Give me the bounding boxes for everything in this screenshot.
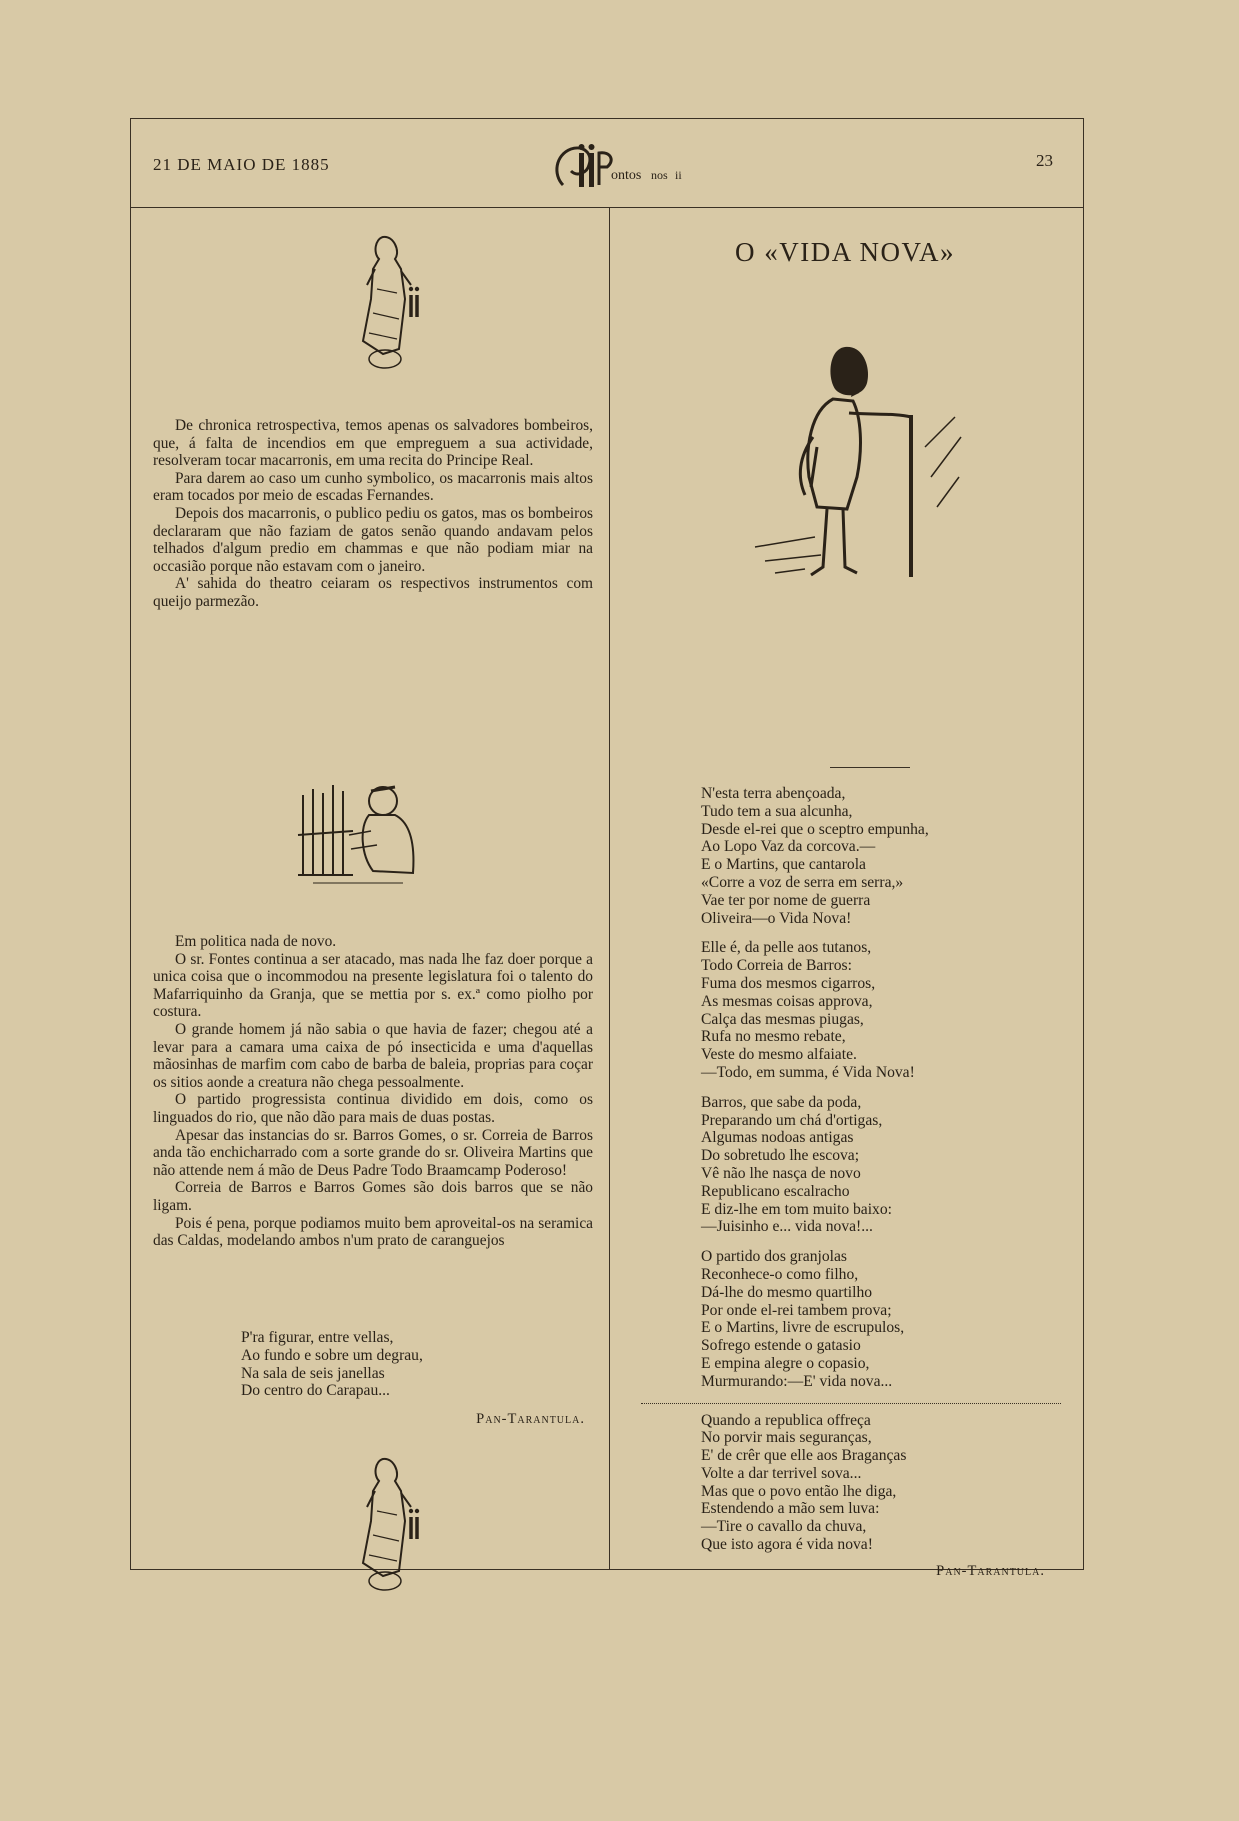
poem-stanza	[701, 939, 1061, 1081]
verse-line: Quando a republica offreça	[701, 1411, 871, 1429]
left-column	[153, 207, 593, 1569]
verse-line: —Tire o cavallo da chuva,	[701, 1518, 867, 1536]
poem-stanza	[701, 1094, 1061, 1236]
verse-line: Ao fundo e sobre um degrau,	[241, 1346, 423, 1364]
closing-verse	[241, 1329, 423, 1400]
verse-line: —Todo, em summa, é Vida Nova!	[701, 1063, 915, 1081]
dotted-rule	[641, 1403, 1061, 1404]
verse-line: Desde el-rei que o sceptro empunha,	[701, 820, 929, 838]
article-paragraph: A' sahida do theatro ceiaram os respectivos instrumentos com queijo parmezão.	[153, 575, 593, 610]
verse-line: E diz-lhe em tom muito baixo:	[701, 1200, 892, 1218]
hooded-figure-illustration-icon	[353, 229, 433, 374]
signature: Pan-Tarantula.	[476, 1411, 585, 1427]
article-paragraph: Correia de Barros e Barros Gomes são dois barros que se não ligam.	[153, 1179, 593, 1214]
verse-line: «Corre a voz de serra em serra,»	[701, 873, 904, 891]
svg-text:nos: nos	[651, 168, 668, 182]
fire-brigade-article	[153, 417, 593, 611]
poem-stanza	[701, 1248, 1061, 1390]
verse-line: Reconhece-o como filho,	[701, 1265, 859, 1283]
verse-line: Murmurando:—E' vida nova...	[701, 1372, 893, 1390]
svg-text:ontos: ontos	[611, 168, 642, 183]
verse-line: Oliveira—o Vida Nova!	[701, 909, 852, 927]
verse-line: Do centro do Carapau...	[241, 1382, 390, 1400]
verse-line: P'ra figurar, entre vellas,	[241, 1329, 394, 1346]
article-paragraph: De chronica retrospectiva, temos apenas os salvadores bombeiros, que, á falta de incendios em que empreguem a sua actividade, resolveram tocar macarronis, em uma recita do Principe Real.	[153, 417, 593, 470]
svg-text:ii: ii	[675, 168, 682, 182]
verse-line: N'esta terra abençoada,	[701, 785, 846, 802]
verse-line: Todo Correia de Barros:	[701, 957, 852, 975]
verse-line: Rufa no mesmo rebate,	[701, 1028, 846, 1046]
verse-line: Do sobretudo lhe escova;	[701, 1147, 860, 1165]
verse-line: Na sala de seis janellas	[241, 1364, 385, 1382]
verse-line: Fuma dos mesmos cigarros,	[701, 974, 876, 992]
poem-stanza	[701, 785, 1061, 927]
verse-line: O partido dos granjolas	[701, 1248, 847, 1266]
verse-line: Que isto agora é vida nova!	[701, 1536, 873, 1554]
verse-line: Vae ter por nome de guerra	[701, 891, 871, 909]
organ-player-illustration-icon	[283, 775, 433, 895]
poem-title: O «VIDA NOVA»	[734, 237, 955, 267]
verse-line: Republicano escalracho	[701, 1182, 850, 1200]
verse-line: E o Martins, livre de escrupulos,	[701, 1319, 905, 1337]
verse-line: Veste do mesmo alfaiate.	[701, 1046, 857, 1064]
verse-line: Dá-lhe do mesmo quartilho	[701, 1283, 873, 1301]
page-number: 23	[1036, 151, 1053, 170]
newspaper-page	[130, 118, 1084, 1579]
rule	[830, 767, 910, 768]
vida-nova-poem	[701, 785, 1061, 1566]
column-divider	[609, 207, 610, 1569]
verse-line: Ao Lopo Vaz da corcova.—	[701, 838, 876, 856]
issue-date: 21 DE MAIO DE 1885	[153, 155, 330, 174]
article-paragraph: O grande homem já não sabia o que havia de fazer; chegou até a levar para a camara uma caixa de pó insecticida e uma d'aquellas mãosinhas de marfim com cabo de barba de baleia, proprias para coçar os sitios aonde a creatura não chega pessoalmente.	[153, 1020, 593, 1091]
verse-line: Estendendo a mão sem luva:	[701, 1500, 880, 1518]
article-paragraph: Pois é pena, porque podiamos muito bem aproveital-os na seramica das Caldas, modelando ambos n'um prato de caranguejos	[153, 1214, 593, 1250]
masthead-logo-icon	[543, 137, 693, 197]
signature: Pan-Tarantula.	[936, 1563, 1045, 1579]
article-paragraph: Em politica nada de novo.	[175, 933, 337, 950]
verse-line: E' de crêr que elle aos Braganças	[701, 1447, 907, 1465]
verse-line: Vê não lhe nasça de novo	[701, 1164, 861, 1182]
masthead	[543, 137, 693, 197]
verse-line: As mesmas coisas approva,	[701, 992, 873, 1010]
verse-line: Sofrego estende o gatasio	[701, 1337, 861, 1355]
right-column	[625, 207, 1065, 1579]
verse-line: No porvir mais seguranças,	[701, 1429, 872, 1447]
article-paragraph: O sr. Fontes continua a ser atacado, mas nada lhe faz doer porque a unica coisa que o incommodou na presente legislatura foi o talento do Mafarriquinho da Granja, que se mettia por s. ex.ª como piolho por costura.	[153, 950, 593, 1021]
poem-stanza	[701, 1412, 1061, 1554]
verse-line: Tudo tem a sua alcunha,	[701, 802, 853, 820]
verse-line: Algumas nodoas antigas	[701, 1129, 854, 1147]
verse-line: E empina alegre o copasio,	[701, 1354, 870, 1372]
article-paragraph: O partido progressista continua dividido em dois, como os linguados do rio, que não dão para mais de duas postas.	[153, 1091, 593, 1126]
page-header	[131, 119, 1083, 208]
article-paragraph: Apesar das instancias do sr. Barros Gomes, o sr. Correia de Barros anda tão enchicharrado com a sorte grande do sr. Oliveira Martins que não attende nem á mão de Deus Padre Todo Braamcamp Poderoso!	[153, 1126, 593, 1179]
verse-line: E o Martins, que cantarola	[701, 856, 866, 874]
verse-line: Por onde el-rei tambem prova;	[701, 1301, 892, 1319]
verse-line: Elle é, da pelle aos tutanos,	[701, 939, 872, 957]
article-paragraph: Depois dos macarronis, o publico pediu os gatos, mas os bombeiros declararam que não faziam de gatos senão quando andavam pelos telhados d'algum predio em chammas e que não podiam miar na occasião porque não estavam com o janeiro.	[153, 504, 593, 575]
old-man-with-cane-illustration-icon	[735, 327, 975, 597]
hooded-figure-illustration-icon	[353, 1451, 433, 1596]
verse-line: Preparando um chá d'ortigas,	[701, 1111, 883, 1129]
verse-line: Mas que o povo então lhe diga,	[701, 1482, 897, 1500]
verse-line: —Juisinho e... vida nova!...	[701, 1218, 873, 1236]
politics-article	[153, 933, 593, 1250]
verse-line: Barros, que sabe da poda,	[701, 1093, 862, 1111]
verse-line: Volte a dar terrivel sova...	[701, 1464, 862, 1482]
article-paragraph: Para darem ao caso um cunho symbolico, os macarronis mais altos eram tocados por meio de escadas Fernandes.	[153, 469, 593, 505]
verse-line: Calça das mesmas piugas,	[701, 1010, 864, 1028]
